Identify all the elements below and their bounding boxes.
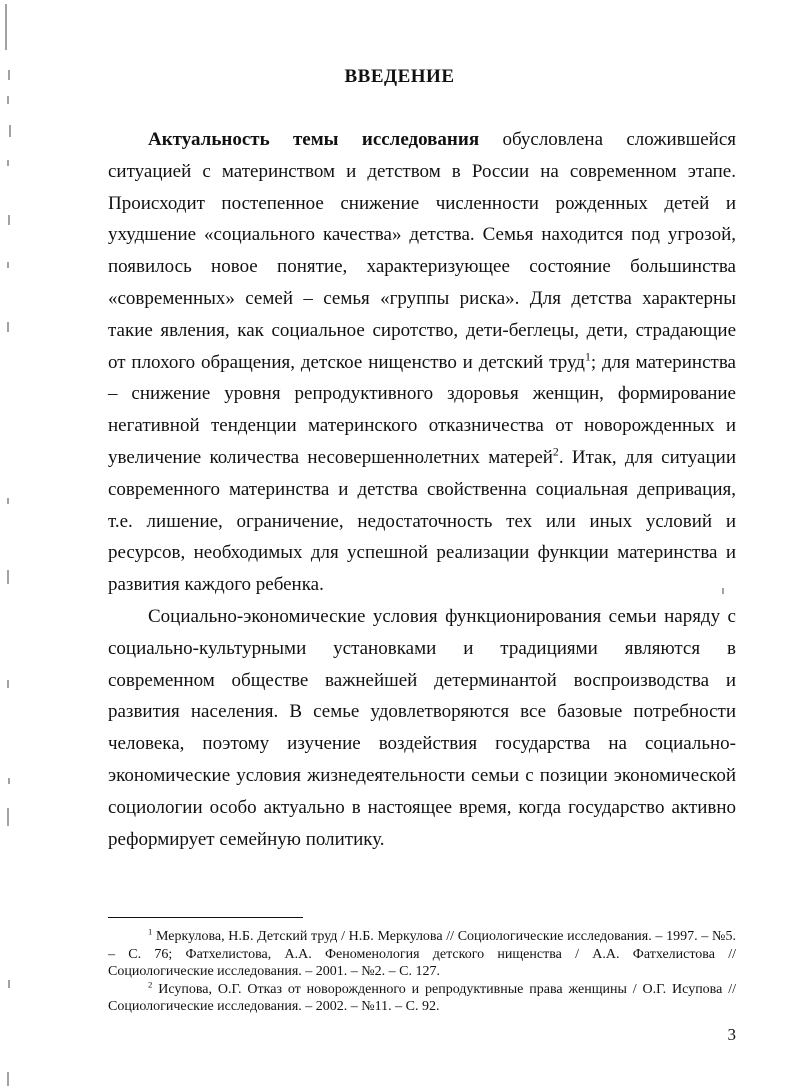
scan-artifact [7, 498, 9, 504]
paragraph-lead-bold: Актуальность темы исследования [148, 129, 480, 150]
footnotes [108, 928, 736, 1016]
page-title: ВВЕДЕНИЕ [344, 66, 455, 87]
scan-artifact [7, 1072, 9, 1086]
scan-artifact [7, 808, 9, 826]
scan-artifact [7, 262, 9, 268]
footnote-text: Исупова, О.Г. Отказ от новорожденного и репродуктивные права женщины / О.Г. Исупова // Социологические исследования. – 2002. – №11. – С. 92. [108, 981, 736, 1014]
footnote-text: Меркулова, Н.Б. Детский труд / Н.Б. Меркулова // Социологические исследования. – 1997. – №5. – С. 76; Фатхелистова, А.А. Феноменология детского нищенства / А.А. Фатхелистова // Социологические исследования. – 2001. – №2. – С. 127. [108, 929, 736, 979]
page-number: 3 [727, 1025, 736, 1044]
scan-artifact [8, 980, 10, 988]
scan-artifact [8, 70, 10, 80]
paragraph-text-part: ; для материнства – снижение уровня репродуктивного здоровья женщин, формирование негативной тенденции материнского отказничества от новорожденных и увеличение количества несовершеннолетних матерей [108, 351, 736, 468]
scan-artifact [7, 680, 9, 688]
scan-artifact [9, 125, 11, 137]
paragraph-socioeconomic: Социально-экономические условия функционирования семьи наряду с социально-культурными установками и традициями являются в современном обществе важнейшей детерминантой воспроизводства и развития населения. В семье удовлетворяются все базовые потребности человека, поэтому изучение воздействия государства на социально-экономические условия жизнедеятельности семьи с позиции экономической социологии особо актуально в настоящее время, когда государство активно реформирует семейную политику. [108, 605, 736, 850]
footnote-ref-1[interactable]: 1 [584, 350, 591, 364]
footnote-marker: 2 [148, 978, 153, 989]
paragraph-text-part: . Итак, для ситуации современного материнства и детства свойственна социальная депривация, т.е. лишение, ограничение, недостаточность тех или иных условий и ресурсов, необходимых для успешной реализации функции материнства и развития каждого ребенка. [108, 446, 736, 596]
scan-artifact [8, 215, 10, 225]
scan-artifact [7, 160, 9, 166]
footnote-marker: 1 [148, 926, 153, 937]
scan-artifact [7, 322, 9, 332]
scan-artifact [7, 96, 9, 104]
scan-artifact [722, 588, 724, 594]
main-text [108, 124, 736, 855]
footnote-2 [108, 978, 736, 1016]
scan-artifact [8, 778, 10, 784]
scan-artifact [7, 570, 9, 584]
scan-artifact [5, 4, 7, 50]
paragraph-text-part: обусловлена сложившейся ситуацией с материнством и детством в России на современном этапе. Происходит постепенное снижение численности рожденных детей и ухудшение «социального качества» детства. Семья находится под угрозой, появилось новое понятие, характеризующее состояние большинства «современных» семей – семья «группы риска». Для детства характерны такие явления, как социальное сиротство, дети-беглецы, дети, страдающие от плохого обращения, детское нищенство и детский труд [108, 129, 736, 373]
footnote-1 [108, 928, 736, 981]
footnote-separator [108, 917, 303, 918]
footnote-ref-2[interactable]: 2 [552, 445, 559, 459]
paragraph-relevance [108, 124, 736, 601]
